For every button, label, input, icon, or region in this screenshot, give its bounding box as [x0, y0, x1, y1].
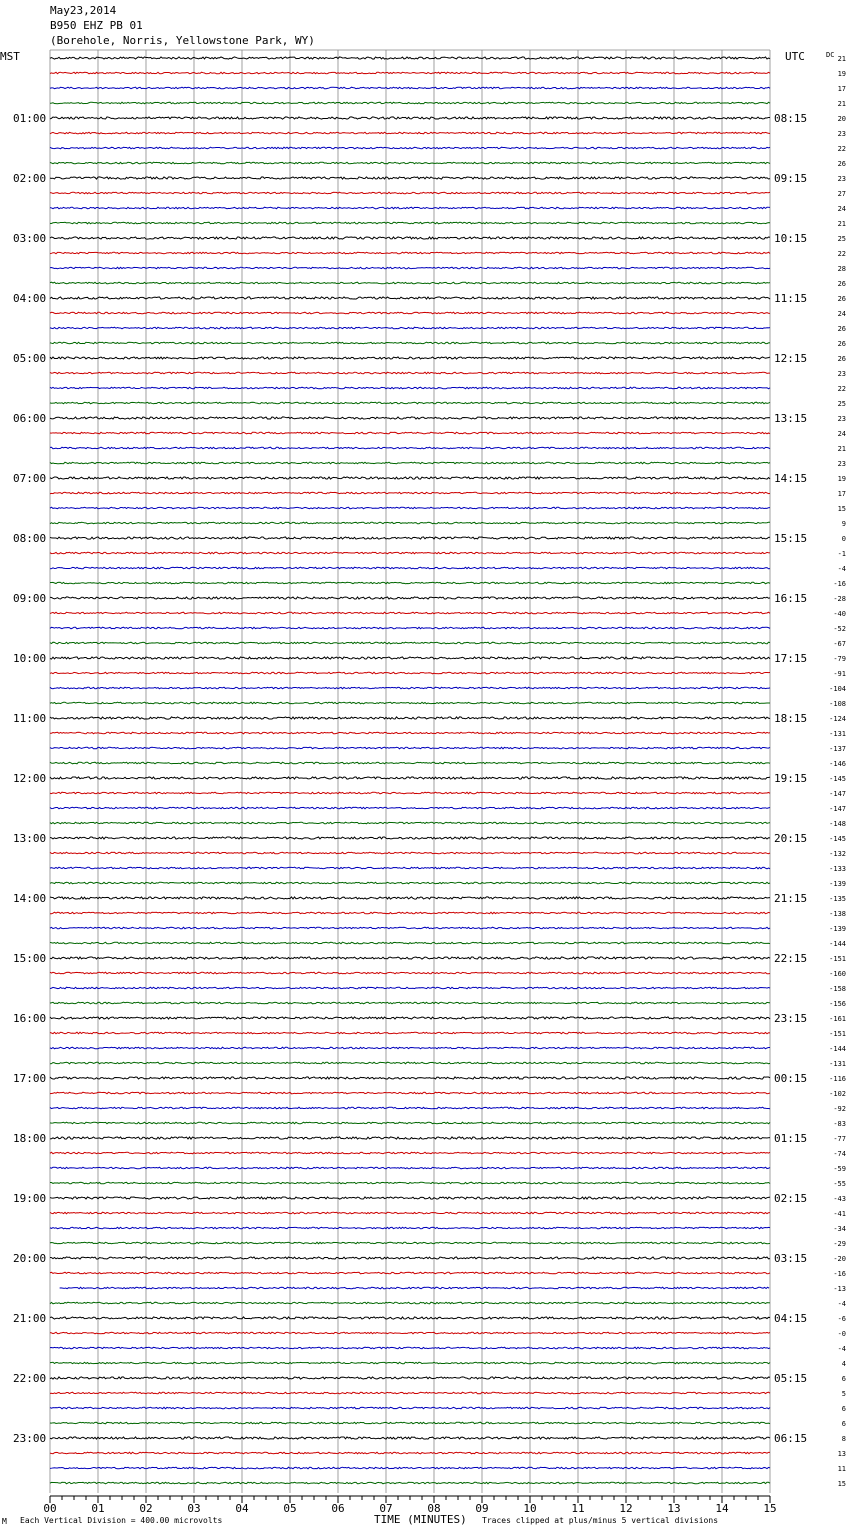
trace-56	[50, 897, 770, 899]
mst-hour-label: 14:00	[13, 892, 47, 905]
dc-offset: 21	[837, 55, 846, 63]
dc-offset: 27	[837, 190, 846, 198]
dc-offset: 24	[837, 430, 846, 438]
trace-83	[50, 1302, 770, 1304]
mst-hour-label: 08:00	[13, 532, 47, 545]
mst-hour-label: 03:00	[13, 232, 47, 245]
trace-81	[50, 1272, 770, 1274]
dc-offset: 23	[837, 130, 846, 138]
trace-38	[50, 627, 770, 629]
trace-14	[50, 267, 770, 269]
dc-offset: -145	[829, 775, 846, 783]
x-tick-label: 01	[91, 1502, 105, 1515]
utc-hour-label: 11:15	[774, 292, 808, 305]
trace-5	[50, 132, 770, 134]
trace-53	[50, 852, 770, 854]
dc-offset: -91	[833, 670, 846, 678]
dc-offset: -1	[837, 550, 846, 558]
mst-hour-label: 12:00	[13, 772, 47, 785]
trace-48	[50, 777, 770, 779]
dc-offset: 28	[837, 265, 846, 273]
utc-hour-label: 14:15	[774, 472, 808, 485]
dc-offset: -92	[833, 1105, 846, 1113]
trace-46	[50, 747, 770, 749]
trace-74	[50, 1167, 770, 1169]
clip-note: Traces clipped at plus/minus 5 vertical divisions	[482, 1516, 719, 1525]
mst-hour-label: 10:00	[13, 652, 47, 665]
trace-60	[50, 957, 770, 959]
trace-62	[50, 987, 770, 989]
trace-93	[50, 1452, 770, 1454]
trace-8	[50, 177, 770, 179]
plot-date: May23,2014	[50, 4, 117, 17]
trace-94	[50, 1467, 770, 1469]
trace-57	[50, 912, 770, 914]
dc-offset: 11	[837, 1465, 846, 1473]
trace-91	[50, 1422, 770, 1424]
dc-offset: -158	[829, 985, 846, 993]
dc-offset: -131	[829, 730, 846, 738]
trace-58	[50, 927, 770, 929]
utc-hour-label: 00:15	[774, 1072, 808, 1085]
dc-offset: -148	[829, 820, 846, 828]
dc-offset: -52	[833, 625, 846, 633]
x-tick-label: 04	[235, 1502, 249, 1515]
dc-offset: -116	[829, 1075, 846, 1083]
utc-hour-label: 17:15	[774, 652, 808, 665]
trace-68	[50, 1077, 770, 1079]
dc-offset: -131	[829, 1060, 846, 1068]
trace-6	[50, 147, 770, 149]
scale-note: Each Vertical Division = 400.00 microvolts	[20, 1516, 223, 1525]
trace-65	[50, 1032, 770, 1034]
trace-1	[50, 72, 770, 74]
dc-offset: 15	[837, 505, 846, 513]
trace-78	[50, 1227, 770, 1229]
trace-88	[50, 1377, 770, 1379]
trace-44	[50, 717, 770, 719]
dc-offset: 13	[837, 1450, 846, 1458]
dc-offset: -20	[833, 1255, 846, 1263]
dc-offset: 24	[837, 310, 846, 318]
mst-hour-label: 07:00	[13, 472, 47, 485]
utc-hour-label: 10:15	[774, 232, 808, 245]
x-tick-label: 02	[139, 1502, 153, 1515]
mst-hour-label: 06:00	[13, 412, 47, 425]
x-tick-label: 11	[571, 1502, 585, 1515]
dc-offset: -102	[829, 1090, 846, 1098]
trace-18	[50, 327, 770, 329]
trace-82	[60, 1287, 770, 1289]
x-tick-label: 00	[43, 1502, 57, 1515]
dc-offset: -139	[829, 880, 846, 888]
dc-offset: 6	[841, 1375, 846, 1383]
trace-40	[50, 657, 770, 659]
utc-hour-label: 15:15	[774, 532, 808, 545]
dc-offset: 26	[837, 325, 846, 333]
trace-4	[50, 117, 770, 119]
trace-22	[50, 387, 770, 389]
dc-offset: -133	[829, 865, 846, 873]
trace-30	[50, 507, 770, 509]
trace-59	[50, 942, 770, 944]
utc-hour-label: 23:15	[774, 1012, 808, 1025]
dc-offset: -29	[833, 1240, 846, 1248]
trace-33	[50, 552, 770, 554]
trace-75	[50, 1182, 770, 1184]
dc-offset: -41	[833, 1210, 846, 1218]
dc-offset: -160	[829, 970, 846, 978]
dc-offset: -108	[829, 700, 846, 708]
mst-hour-label: 16:00	[13, 1012, 47, 1025]
dc-offset: -156	[829, 1000, 846, 1008]
dc-offset: 25	[837, 235, 846, 243]
trace-7	[50, 162, 770, 164]
utc-hour-label: 19:15	[774, 772, 808, 785]
trace-37	[50, 612, 770, 614]
trace-35	[50, 582, 770, 584]
trace-20	[50, 357, 770, 359]
dc-offset: -83	[833, 1120, 846, 1128]
station-location: (Borehole, Norris, Yellowstone Park, WY)	[50, 34, 315, 47]
utc-hour-label: 01:15	[774, 1132, 808, 1145]
trace-0	[50, 57, 770, 59]
utc-hour-label: 12:15	[774, 352, 808, 365]
dc-offset: 6	[841, 1420, 846, 1428]
seismic-traces	[50, 57, 770, 1484]
dc-offset: 21	[837, 100, 846, 108]
utc-hour-label: 04:15	[774, 1312, 808, 1325]
dc-offset: -79	[833, 655, 846, 663]
trace-49	[50, 792, 770, 794]
dc-offset: -137	[829, 745, 846, 753]
trace-13	[50, 252, 770, 254]
dc-offset: -55	[833, 1180, 846, 1188]
dc-offset: 8	[841, 1435, 846, 1443]
trace-9	[50, 192, 770, 194]
dc-offset: 9	[841, 520, 846, 528]
dc-offset: 23	[837, 460, 846, 468]
dc-offset: -0	[837, 1330, 846, 1338]
utc-hour-label: 02:15	[774, 1192, 808, 1205]
trace-17	[50, 312, 770, 314]
trace-66	[50, 1047, 770, 1049]
x-tick-label: 12	[619, 1502, 633, 1515]
trace-45	[50, 732, 770, 734]
trace-77	[50, 1212, 770, 1214]
utc-label: UTC	[785, 50, 805, 63]
trace-11	[50, 222, 770, 224]
dc-offset: 23	[837, 370, 846, 378]
utc-hour-label: 18:15	[774, 712, 808, 725]
dc-offset: 26	[837, 295, 846, 303]
dc-offset-labels	[829, 55, 846, 1488]
dc-offset: -4	[837, 565, 846, 573]
mst-hour-label: 01:00	[13, 112, 47, 125]
trace-73	[50, 1152, 770, 1154]
station-name: B950 EHZ PB 01	[50, 19, 143, 32]
x-tick-label: 13	[667, 1502, 681, 1515]
mst-hour-label: 19:00	[13, 1192, 47, 1205]
dc-offset: -151	[829, 955, 846, 963]
x-axis-title: TIME (MINUTES)	[374, 1513, 467, 1526]
trace-89	[50, 1392, 770, 1394]
dc-offset: -6	[837, 1315, 846, 1323]
dc-offset: 19	[837, 475, 846, 483]
dc-label: DC	[826, 51, 835, 59]
utc-hour-label: 05:15	[774, 1372, 808, 1385]
x-tick-label: 15	[763, 1502, 777, 1515]
x-tick-label: 07	[379, 1502, 393, 1515]
dc-offset: 4	[841, 1360, 846, 1368]
trace-86	[50, 1347, 770, 1349]
mst-hour-label: 15:00	[13, 952, 47, 965]
x-tick-label: 06	[331, 1502, 345, 1515]
mst-hour-label: 05:00	[13, 352, 47, 365]
dc-offset: 26	[837, 340, 846, 348]
mst-hour-label: 22:00	[13, 1372, 47, 1385]
trace-72	[50, 1137, 770, 1139]
utc-hour-labels	[774, 112, 807, 1445]
trace-71	[50, 1122, 770, 1124]
dc-offset: 26	[837, 160, 846, 168]
mst-label: MST	[0, 50, 20, 63]
dc-offset: -147	[829, 790, 846, 798]
dc-offset: -147	[829, 805, 846, 813]
dc-offset: 19	[837, 70, 846, 78]
dc-offset: 24	[837, 205, 846, 213]
dc-offset: -146	[829, 760, 846, 768]
x-tick-label: 09	[475, 1502, 489, 1515]
dc-offset: 15	[837, 1480, 846, 1488]
dc-offset: 22	[837, 145, 846, 153]
trace-23	[50, 402, 770, 404]
dc-offset: -138	[829, 910, 846, 918]
dc-offset: -16	[833, 1270, 846, 1278]
trace-2	[50, 87, 770, 89]
dc-offset: -4	[837, 1300, 846, 1308]
trace-51	[50, 822, 770, 824]
trace-39	[50, 642, 770, 644]
trace-80	[50, 1257, 770, 1259]
x-tick-label: 10	[523, 1502, 537, 1515]
trace-76	[50, 1197, 770, 1199]
mst-hour-label: 20:00	[13, 1252, 47, 1265]
dc-offset: -40	[833, 610, 846, 618]
dc-offset: 26	[837, 355, 846, 363]
dc-offset: -124	[829, 715, 846, 723]
trace-31	[50, 522, 770, 524]
dc-offset: -145	[829, 835, 846, 843]
utc-hour-label: 21:15	[774, 892, 808, 905]
utc-hour-label: 16:15	[774, 592, 808, 605]
dc-offset: 17	[837, 490, 846, 498]
trace-64	[50, 1017, 770, 1019]
trace-43	[50, 702, 770, 704]
dc-offset: -161	[829, 1015, 846, 1023]
utc-hour-label: 06:15	[774, 1432, 808, 1445]
mst-hour-labels	[13, 112, 46, 1445]
trace-21	[50, 372, 770, 374]
dc-offset: -139	[829, 925, 846, 933]
utc-hour-label: 22:15	[774, 952, 808, 965]
trace-29	[50, 492, 770, 494]
dc-offset: -59	[833, 1165, 846, 1173]
mst-hour-label: 13:00	[13, 832, 47, 845]
dc-offset: 20	[837, 115, 846, 123]
trace-36	[50, 597, 770, 599]
dc-offset: 0	[841, 535, 846, 543]
mst-hour-label: 04:00	[13, 292, 47, 305]
trace-10	[50, 207, 770, 209]
trace-16	[50, 297, 770, 299]
dc-offset: -104	[829, 685, 846, 693]
dc-offset: -4	[837, 1345, 846, 1353]
dc-offset: 17	[837, 85, 846, 93]
trace-15	[50, 282, 770, 284]
x-tick-label: 03	[187, 1502, 201, 1515]
dc-offset: -16	[833, 580, 846, 588]
dc-offset: 22	[837, 385, 846, 393]
trace-61	[50, 972, 770, 974]
dc-offset: -74	[833, 1150, 846, 1158]
dc-offset: -28	[833, 595, 846, 603]
mst-hour-label: 23:00	[13, 1432, 47, 1445]
mst-hour-label: 21:00	[13, 1312, 47, 1325]
utc-hour-label: 03:15	[774, 1252, 808, 1265]
trace-32	[50, 537, 770, 539]
dc-offset: -144	[829, 940, 846, 948]
trace-69	[50, 1092, 770, 1094]
trace-79	[50, 1242, 770, 1244]
x-tick-label: 08	[427, 1502, 441, 1515]
trace-90	[50, 1407, 770, 1409]
mst-hour-label: 18:00	[13, 1132, 47, 1145]
dc-offset: -132	[829, 850, 846, 858]
minute-grid	[50, 50, 770, 1493]
mst-hour-label: 09:00	[13, 592, 47, 605]
utc-hour-label: 20:15	[774, 832, 808, 845]
trace-19	[50, 342, 770, 344]
trace-87	[50, 1362, 770, 1364]
mst-hour-label: 11:00	[13, 712, 47, 725]
dc-offset: 21	[837, 445, 846, 453]
dc-offset: -13	[833, 1285, 846, 1293]
dc-offset: 21	[837, 220, 846, 228]
trace-12	[50, 237, 770, 239]
trace-42	[50, 687, 770, 689]
trace-70	[50, 1107, 770, 1109]
trace-34	[50, 567, 770, 569]
dc-offset: -135	[829, 895, 846, 903]
corner-mark: M	[2, 1517, 7, 1526]
trace-24	[50, 417, 770, 419]
trace-28	[50, 477, 770, 479]
utc-hour-label: 09:15	[774, 172, 808, 185]
trace-3	[50, 102, 770, 104]
trace-92	[50, 1437, 770, 1439]
dc-offset: 22	[837, 250, 846, 258]
dc-offset: -34	[833, 1225, 846, 1233]
utc-hour-label: 08:15	[774, 112, 808, 125]
trace-85	[50, 1332, 770, 1334]
dc-offset: -151	[829, 1030, 846, 1038]
trace-41	[50, 672, 770, 674]
x-tick-label: 05	[283, 1502, 297, 1515]
dc-offset: -43	[833, 1195, 846, 1203]
x-tick-label: 14	[715, 1502, 729, 1515]
mst-hour-label: 17:00	[13, 1072, 47, 1085]
trace-54	[50, 867, 770, 869]
dc-offset: 6	[841, 1405, 846, 1413]
dc-offset: 26	[837, 280, 846, 288]
dc-offset: -67	[833, 640, 846, 648]
trace-67	[50, 1062, 770, 1064]
dc-offset: 5	[841, 1390, 846, 1398]
dc-offset: -144	[829, 1045, 846, 1053]
trace-55	[50, 882, 770, 884]
trace-95	[50, 1482, 770, 1484]
trace-47	[50, 762, 770, 764]
mst-hour-label: 02:00	[13, 172, 47, 185]
dc-offset: 23	[837, 175, 846, 183]
trace-50	[50, 807, 770, 809]
trace-84	[50, 1317, 770, 1319]
trace-26	[50, 447, 770, 449]
dc-offset: 23	[837, 415, 846, 423]
utc-hour-label: 13:15	[774, 412, 808, 425]
trace-27	[50, 462, 770, 464]
trace-63	[50, 1002, 770, 1004]
trace-25	[50, 432, 770, 434]
dc-offset: 25	[837, 400, 846, 408]
trace-52	[50, 837, 770, 839]
dc-offset: -77	[833, 1135, 846, 1143]
